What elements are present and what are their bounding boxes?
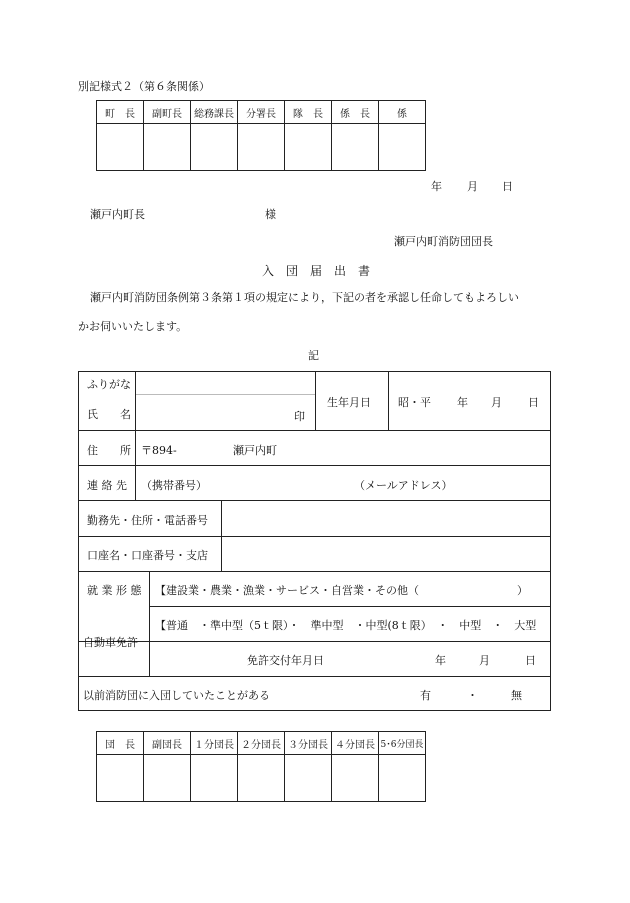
approval-stamp-cell[interactable] [238,124,285,171]
approval-stamp-cell[interactable] [379,755,426,802]
contact-label: 連 絡 先 [87,479,127,492]
application-form [78,371,551,711]
license-year: 年 [435,654,446,667]
approval-stamp-cell[interactable] [144,124,191,171]
date-year: 年 [431,180,442,193]
approval-stamp-cell[interactable] [191,124,238,171]
approval-stamp-cell[interactable] [379,124,426,171]
era-options: 昭・平 [398,396,431,409]
employment-label: 就 業 形 態 [87,584,142,597]
birth-label: 生年月日 [327,396,371,409]
approval-header: ２分団長 [238,732,285,755]
bank-label: 口座名・口座番号・支店 [87,549,208,562]
birth-day: 日 [528,396,539,409]
email-label: （メールアドレス） [354,479,453,492]
approval-header: 隊 長 [285,101,332,124]
addressee-name: 瀬戸内町長 [90,208,145,221]
document-title: 入 団 届 出 書 [262,264,371,278]
approval-stamp-cell[interactable] [285,755,332,802]
license-day: 日 [525,654,536,667]
previous-no[interactable]: 無 [511,689,522,702]
approval-header: 係 長 [332,101,379,124]
workplace-label: 勤務先・住所・電話番号 [87,514,208,527]
addressee-honorific: 様 [265,208,276,221]
date-month: 月 [467,180,478,193]
approval-stamp-cell[interactable] [285,124,332,171]
mobile-label: （携帯番号） [141,479,207,492]
previous-label: 以前消防団に入団していたことがある [83,689,270,702]
approval-stamp-cell[interactable] [97,755,144,802]
approval-stamp-cell[interactable] [191,755,238,802]
license-month: 月 [479,654,490,667]
license-options: 【普通 ・準中型（5ｔ限）・ 準中型 ・中型(8ｔ限） ・ 中型 ・ 大型 [155,619,537,632]
approval-header: 副団長 [144,732,191,755]
approval-stamp-cell[interactable] [238,755,285,802]
approval-header: 副町長 [144,101,191,124]
license-label: 自動車免許 [83,636,138,649]
approval-header: 係 [379,101,426,124]
license-date-label: 免許交付年月日 [247,654,324,667]
approval-header: ４分団長 [332,732,379,755]
body-line-1: 瀬戸内町消防団条例第３条第１項の規定により，下記の者を承認し任命してもよろしい [90,291,519,304]
approval-stamp-cell[interactable] [332,755,379,802]
birth-month: 月 [491,396,502,409]
approval-table-top [96,100,426,171]
employment-options: 【建設業・農業・漁業・サービス・自営業・その他（ [155,584,419,597]
approval-stamp-cell[interactable] [332,124,379,171]
date-day: 日 [502,180,513,193]
approval-stamp-cell[interactable] [97,124,144,171]
birth-year: 年 [457,396,468,409]
approval-header: 団 長 [97,732,144,755]
body-line-2: かお伺いいたします。 [78,320,188,333]
address-label: 住 所 [87,444,131,457]
postal-prefix: 〒894- [141,444,177,457]
approval-stamp-cell[interactable] [144,755,191,802]
furigana-label: ふりがな [87,378,131,391]
previous-separator: ・ [467,689,478,702]
seal-mark: 印 [294,410,305,423]
form-id: 別記様式２（第６条関係） [78,80,210,93]
address-town: 瀬戸内町 [233,444,277,457]
name-label: 氏 名 [87,408,131,421]
approval-header: 総務課長 [191,101,238,124]
approval-header: １分団長 [191,732,238,755]
previous-yes[interactable]: 有 [420,689,431,702]
approval-header: 5･6分団長 [379,732,426,755]
sender: 瀬戸内町消防団団長 [394,235,493,248]
approval-header: 分署長 [238,101,285,124]
ki-label: 記 [308,349,319,362]
approval-table-bottom [96,731,426,802]
approval-header: ３分団長 [285,732,332,755]
approval-header: 町 長 [97,101,144,124]
employment-close: ） [517,584,528,597]
